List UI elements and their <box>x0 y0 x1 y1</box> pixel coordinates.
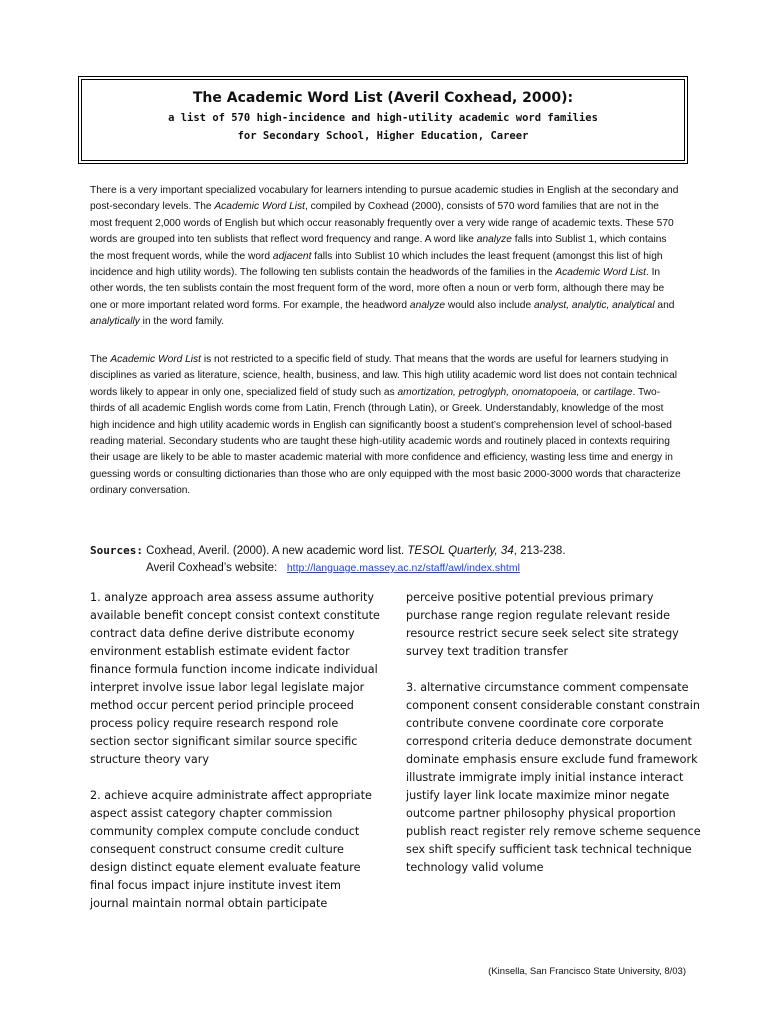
text: The <box>90 354 111 365</box>
subtitle-line-2: for Secondary School, Higher Education, Career <box>237 130 529 142</box>
subtitle-line-1: a list of 570 high-incidence and high-utility academic word families <box>168 112 598 124</box>
sources-block <box>90 542 566 577</box>
text: , compiled by Coxhead (2000), consists of 570 word families that are not in the most frequent 2,000 words of English but which occur reasonably frequently over a very wide range of academic texts. These 570 words are grouped into ten sublists that reflect word frequency and range. A word like <box>90 201 674 246</box>
title-main: The Academic Word List <box>192 90 383 106</box>
example-word: analyze <box>409 299 446 311</box>
text: is not restricted to a specific field of study. That means that the words are useful for learners studying in disciplines as varied as literature, science, health, business, and law. This high utility academic word list does not contain technical words likely to appear in only one, specialized field of study such as <box>90 354 678 398</box>
sublist-2: 2. achieve acquire administrate affect appropriate aspect assist category chapter commission community complex compute conclude conduct consequent construct consume credit culture design distinct equate element evaluate feature final focus impact injure institute invest item journal maintain normal obtain participate <box>90 789 372 910</box>
text: in the word family. <box>139 316 225 328</box>
journal-title: TESOL Quarterly, 34 <box>407 545 514 557</box>
website-label: Averil Coxhead’s website: <box>146 562 287 574</box>
awl-term: Academic Word List <box>110 354 201 365</box>
awl-term: Academic Word List <box>214 201 305 213</box>
example-word: cartilage <box>594 386 633 398</box>
title-box <box>81 79 685 161</box>
sources-line-1 <box>90 542 566 560</box>
text: There is a very important specialized vocabulary for learners intending to pursue academic studies in English at the secondary and post-secondary levels. The <box>90 185 679 213</box>
citation: , 213-238. <box>513 545 566 557</box>
sublist-2-continued: perceive positive potential previous primary purchase range region regulate relevant reside resource restrict secure seek select site strategy survey text tradition transfer <box>406 591 679 658</box>
left-column <box>90 589 380 931</box>
page-title <box>82 90 684 106</box>
example-word: analyze <box>476 234 512 246</box>
text: or <box>579 386 595 398</box>
field-paragraph <box>90 352 682 500</box>
citation: Coxhead, Averil. (2000). A new academic word list. <box>142 545 408 557</box>
example-word: analytically <box>90 316 140 328</box>
text: would also include <box>445 299 534 311</box>
website-link[interactable]: http://language.massey.ac.nz/staff/awl/index.shtml <box>286 562 520 574</box>
text: . Two-thirds of all academic English words come from Latin, French (through Latin), or Greek. Understandably, knowledge of the most high incidence and high utility academic words in English can significantly boost a student’s comprehension level of school-based reading material. Secondary students who are taught these high-utility academic words and routinely placed in contexts requiring their usage are likely to be able to master academic material with more confidence and efficiency, wasting less time and energy in guessing words or consulting dictionaries than those who are only equipped with the most basic 2000-3000 words that characterize ordinary conversation. <box>90 386 681 497</box>
example-word: amortization, petroglyph, onomatopoeia, <box>397 386 580 398</box>
footer-credit: (Kinsella, San Francisco State University, 8/03) <box>488 966 686 977</box>
text: . In other words, the ten sublists contain the most frequent form of the word, more often a noun or verb form, although there may be one or more important related word forms. For example, the headword <box>90 267 665 311</box>
example-word: adjacent <box>272 250 312 262</box>
sources-label: Sources: <box>90 544 143 557</box>
text: and <box>654 299 675 311</box>
sublist-3: 3. alternative circumstance comment compensate component consent considerable constant constrain contribute convene coordinate core corporate correspond criteria deduce demonstrate document dominate emphasis ensure exclude fund framework illustrate immigrate imply initial instance interact justify layer link locate maximize minor negate outcome partner philosophy physical proportion publish react register rely remove scheme sequence sex shift specify sufficient task technical technique technology valid volume <box>406 681 701 874</box>
example-word: analyst, analytic, analytical <box>533 299 655 311</box>
intro-paragraph <box>90 183 682 331</box>
text: falls into Sublist 1, which contains the most frequent words, while the word <box>90 234 667 262</box>
title-author: (Averil Coxhead, 2000): <box>387 90 574 106</box>
text: falls into Sublist 10 which includes the least frequent (amongst this list of high incidence and high utility words). The following ten sublists contain the headwords of the families in the <box>90 250 663 279</box>
sublist-1: 1. analyze approach area assess assume authority available benefit concept consist context constitute contract data define derive distribute economy environment establish estimate evident factor finance formula function income indicate individual interpret involve issue labor legal legislate major method occur percent period principle proceed process policy require research respond role section sector significant similar source specific structure theory vary <box>90 591 380 766</box>
awl-term: Academic Word List <box>555 267 646 279</box>
sources-line-2 <box>90 560 566 577</box>
right-column <box>406 589 706 895</box>
